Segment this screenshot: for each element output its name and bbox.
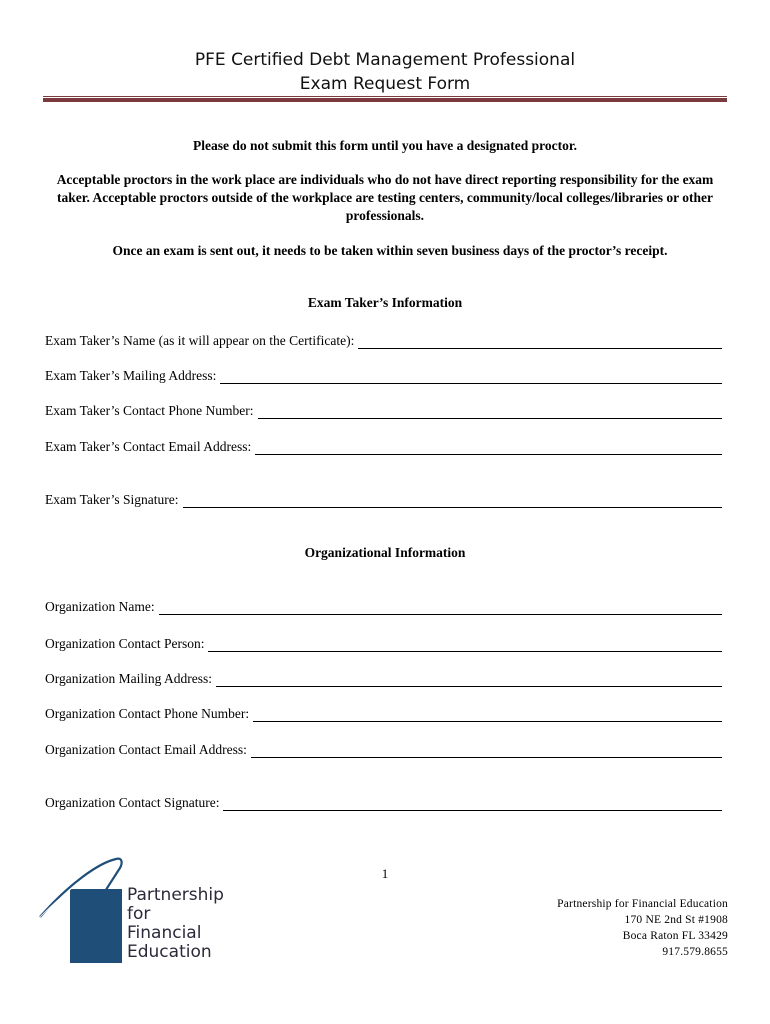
organization-email-line[interactable] (251, 745, 722, 758)
form-title-line2: Exam Request Form (299, 74, 471, 94)
exam-taker-address-label: Exam Taker’s Mailing Address: (45, 368, 217, 383)
organization-name-field (45, 599, 722, 615)
footer-city: Boca Raton FL 33429 (622, 930, 728, 942)
exam-timing-notice: Once an exam is sent out, it needs to be taken within seven business days of the proctor’s receipt. (112, 243, 668, 258)
organization-email-field (45, 742, 722, 758)
exam-taker-phone-field (45, 403, 722, 419)
exam-taker-name-line[interactable] (358, 336, 722, 349)
exam-taker-signature-line[interactable] (183, 495, 722, 508)
organization-heading: Organizational Information (304, 545, 466, 560)
organization-phone-field (45, 706, 722, 722)
organization-contact-label: Organization Contact Person: (45, 636, 205, 651)
proctor-notice: Please do not submit this form until you have a designated proctor. (192, 138, 578, 153)
footer-phone: 917.579.8655 (662, 946, 728, 958)
exam-taker-phone-label: Exam Taker’s Contact Phone Number: (45, 403, 254, 418)
exam-taker-address-field (45, 368, 722, 384)
exam-taker-signature-field (45, 492, 722, 508)
exam-taker-email-label: Exam Taker’s Contact Email Address: (45, 439, 252, 454)
organization-contact-field (45, 636, 722, 652)
exam-taker-signature-label: Exam Taker’s Signature: (45, 492, 179, 507)
organization-name-label: Organization Name: (45, 599, 155, 614)
organization-signature-field (45, 795, 722, 811)
exam-taker-address-line[interactable] (220, 371, 722, 384)
organization-email-label: Organization Contact Email Address: (45, 742, 247, 757)
logo-line4: Education (127, 942, 212, 962)
footer-org-name: Partnership for Financial Education (557, 898, 728, 910)
exam-taker-heading: Exam Taker’s Information (307, 295, 463, 310)
organization-phone-label: Organization Contact Phone Number: (45, 706, 250, 721)
organization-signature-label: Organization Contact Signature: (45, 795, 220, 810)
header-rule-thick (43, 98, 727, 102)
footer-street: 170 NE 2nd St #1908 (624, 914, 728, 926)
organization-name-line[interactable] (159, 602, 722, 615)
exam-taker-name-label: Exam Taker’s Name (as it will appear on the Certificate): (45, 333, 355, 348)
exam-taker-name-field (45, 333, 722, 349)
header-rule-thin (43, 96, 727, 97)
exam-taker-email-field (45, 439, 722, 455)
organization-address-line[interactable] (216, 674, 722, 687)
organization-contact-line[interactable] (208, 639, 722, 652)
logo-line3: Financial (127, 923, 202, 943)
footer-address (557, 896, 728, 960)
organization-signature-line[interactable] (223, 798, 722, 811)
acceptable-proctors-notice: Acceptable proctors in the work place are individuals who do not have direct reporting responsibility for the exam taker. Acceptable proctors outside of the workplace are testing centers, community/local colleges/libraries or other professionals. (56, 172, 714, 223)
exam-taker-phone-line[interactable] (258, 406, 722, 419)
logo-line2: for (127, 904, 151, 924)
logo-line1: Partnership (127, 885, 224, 905)
organization-phone-line[interactable] (253, 709, 722, 722)
organization-address-label: Organization Mailing Address: (45, 671, 212, 686)
logo-wordmark (127, 886, 224, 962)
page-number: 1 (381, 866, 389, 881)
form-title-line1: PFE Certified Debt Management Professional (194, 50, 576, 70)
organization-address-field (45, 671, 722, 687)
exam-taker-email-line[interactable] (255, 442, 722, 455)
